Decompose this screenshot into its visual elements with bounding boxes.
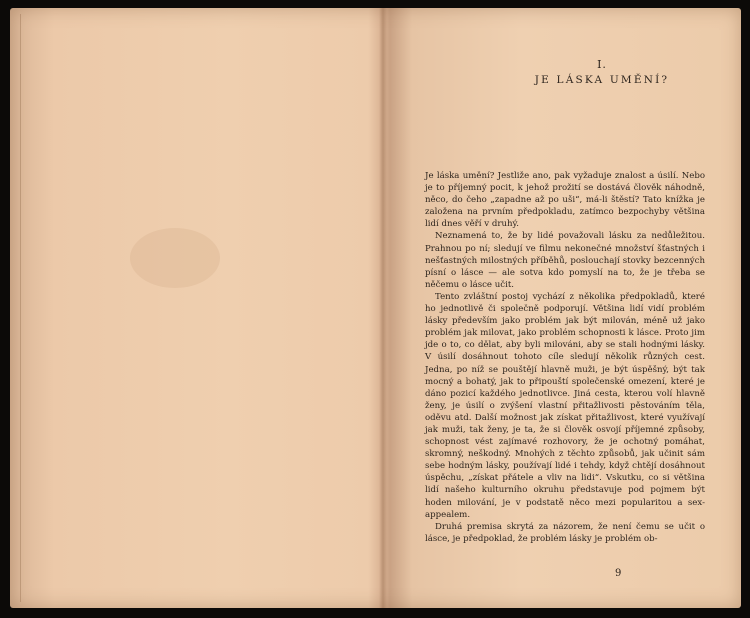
paragraph: Je láska umění? Jestliže ano, pak vyžaduje znalost a úsilí. Nebo je to příjemný pocit, k jehož prožití se dostává člověk náhodně, něco, do čeho „zapadne až po uši“, má-li štěstí? Tato knížka je založena na prvním předpokladu, zatímco bezpochyby většina lidí dnes věří v druhý.: [425, 171, 705, 230]
chapter-title: JE LÁSKA UMĚNÍ?: [534, 74, 670, 86]
right-page: [387, 8, 741, 608]
chapter-number: I.: [597, 58, 607, 71]
page-number: 9: [615, 568, 622, 579]
left-page-blank: [10, 8, 380, 608]
book-gutter: [379, 8, 387, 608]
paper-stain: [130, 228, 220, 288]
page-edge: [14, 14, 21, 602]
paragraph: Druhá premisa skrytá za názorem, že není čemu se učit o lásce, je předpoklad, že problém lásky je problém ob-: [425, 521, 705, 544]
body-text: [425, 170, 705, 545]
paragraph: Neznamená to, že by lidé považovali lásku za nedůležitou. Prahnou po ní; sledují ve filmu nekonečné množství šťastných i nešťastných milostných příběhů, poslouchají stovky bezcenných písní o lásce — ale sotva kdo pomyslí na to, že je třeba se něčemu o lásce učit.: [425, 231, 705, 290]
book-spread: [10, 8, 741, 608]
paragraph: Tento zvláštní postoj vychází z několika předpokladů, které ho jednotlivě či společně podporují. Většina lidí vidí problém lásky především jako problém jak být milován, méně už jako problém jak milovat, jako problém schopnosti k lásce. Proto jim jde o to, co dělat, aby byli milováni, aby se stali hodnými lásky. V úsilí dosáhnout tohoto cíle sledují několik různých cest. Jedna, po níž se pouštějí hlavně muži, je být úspěšný, být tak mocný a bohatý, jak to připouští společenské omezení, které je dáno pozicí každého jednotlivce. Jiná cesta, kterou volí hlavně ženy, je úsilí o zvýšení vlastní přitažlivosti pěstováním těla, oděvu atd. Další možnost jak získat přitažlivost, které využívají jak muži, tak ženy, je ta, že si člověk osvojí příjemné způsoby, schopnost vést zajímavé rozhovory, že je ochotný pomáhat, skromný, neškodný. Mnohých z těchto způsobů, jak učinit sám sebe hodným lásky, používají lidé i tehdy, když chtějí dosáhnout úspěchu, „získat přátele a vliv na lidi“. Vskutku, co si většina lidí našeho kulturního okruhu představuje pod pojmem být hoden milování, je v podstatě něco mezi popularitou a sex-appealem.: [425, 291, 705, 520]
